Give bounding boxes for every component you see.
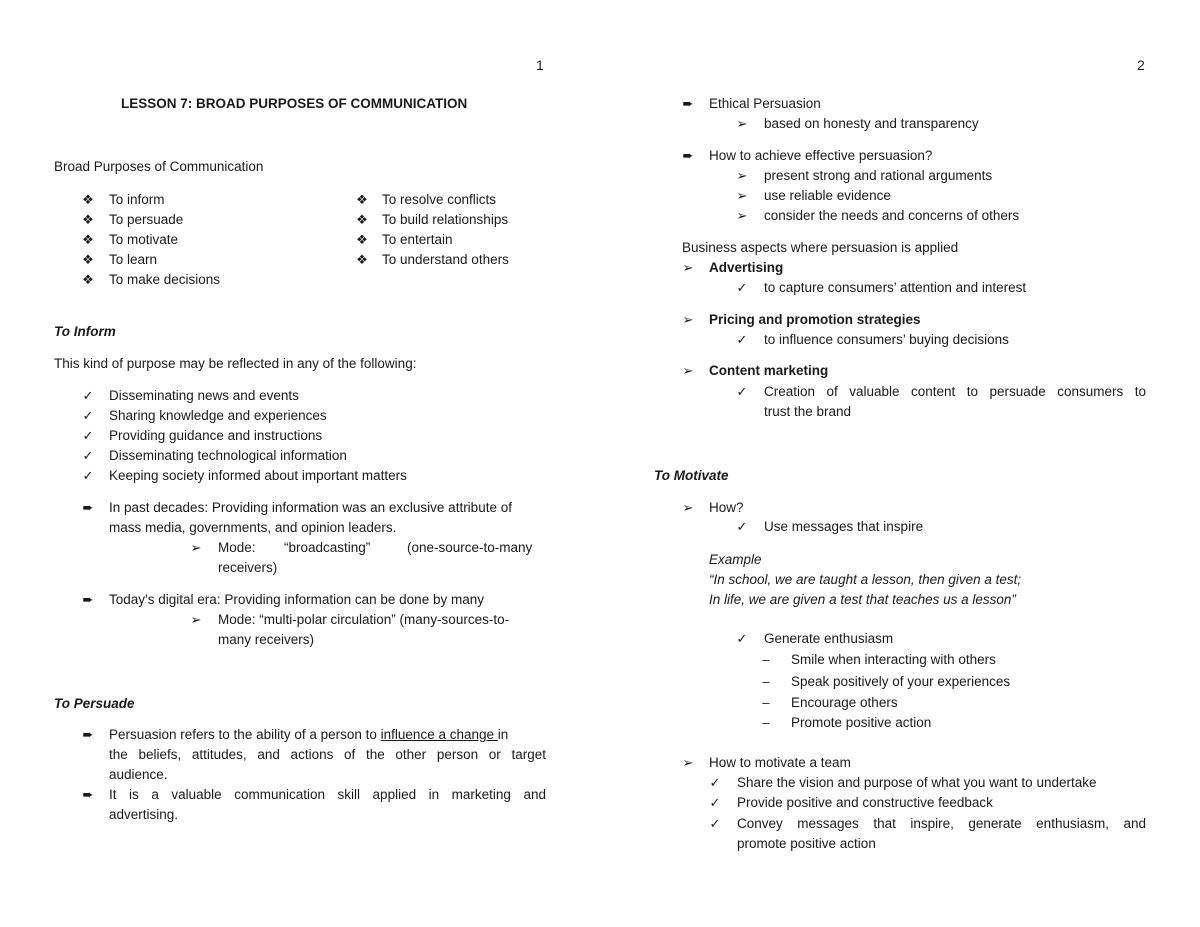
list-item: Providing guidance and instructions	[109, 428, 323, 443]
inform-intro: This kind of purpose may be reflected in any of the following:	[54, 356, 417, 371]
content-marketing-sub-line1: Creation of valuable content to persuade consumers to	[764, 384, 1146, 399]
thick-arrow-bullet-icon: ➨	[82, 727, 94, 742]
purpose-item: To persuade	[109, 212, 184, 227]
purpose-item: To resolve conflicts	[382, 192, 497, 207]
purpose-item: To motivate	[109, 232, 179, 247]
check-bullet-icon: ✓	[709, 775, 721, 790]
content-marketing-heading: Content marketing	[709, 363, 829, 378]
list-item: Disseminating news and events	[109, 388, 299, 403]
check-bullet-icon: ✓	[709, 795, 721, 810]
persuasion-definition-line3: audience.	[109, 767, 168, 782]
arrowhead-bullet-icon: ➢	[682, 363, 694, 378]
check-bullet-icon: ✓	[82, 448, 94, 463]
diamond-bullet-icon: ❖	[82, 192, 94, 207]
arrowhead-bullet-icon: ➢	[736, 168, 748, 183]
list-item: Promote positive action	[791, 715, 932, 730]
arrowhead-bullet-icon: ➢	[682, 500, 694, 515]
arrowhead-bullet-icon: ➢	[682, 260, 694, 275]
arrowhead-bullet-icon: ➢	[736, 116, 748, 131]
diamond-bullet-icon: ❖	[356, 252, 368, 267]
diamond-bullet-icon: ❖	[356, 212, 368, 227]
ethical-persuasion: Ethical Persuasion	[709, 96, 821, 111]
list-item: Share the vision and purpose of what you want to undertake	[737, 775, 1097, 790]
arrowhead-bullet-icon: ➢	[682, 312, 694, 327]
purpose-item: To entertain	[382, 232, 453, 247]
purpose-item: To understand others	[382, 252, 509, 267]
check-bullet-icon: ✓	[709, 816, 721, 831]
purpose-item: To build relationships	[382, 212, 509, 227]
list-item: Provide positive and constructive feedback	[737, 795, 993, 810]
advertising-heading: Advertising	[709, 260, 784, 275]
multipolar-mode-line2: many receivers)	[218, 632, 315, 647]
quote-line1: “In school, we are taught a lesson, then given a test;	[709, 572, 1022, 587]
page-number: 1	[536, 57, 544, 73]
content-marketing-sub-line2: trust the brand	[764, 404, 852, 419]
lesson-title: LESSON 7: BROAD PURPOSES OF COMMUNICATION	[121, 96, 468, 111]
motivate-how: How?	[709, 500, 744, 515]
broadcast-mode-a: Mode:	[218, 540, 256, 555]
check-bullet-icon: ✓	[82, 428, 94, 443]
purpose-item: To inform	[109, 192, 165, 207]
purpose-item: To make decisions	[109, 272, 221, 287]
past-decades-line2: mass media, governments, and opinion leaders.	[109, 520, 397, 535]
arrowhead-bullet-icon: ➢	[682, 755, 694, 770]
motivate-team: How to motivate a team	[709, 755, 851, 770]
page-number: 2	[1137, 57, 1145, 73]
diamond-bullet-icon: ❖	[82, 212, 94, 227]
how-item: present strong and rational arguments	[764, 168, 993, 183]
dash-bullet-icon: –	[762, 674, 770, 689]
persuasion-skill-line1: It is a valuable communication skill applied in marketing and	[109, 787, 546, 802]
arrowhead-bullet-icon: ➢	[190, 540, 202, 555]
influence-change-underlined: influence a change	[380, 727, 498, 742]
diamond-bullet-icon: ❖	[356, 232, 368, 247]
thick-arrow-bullet-icon: ➨	[82, 592, 94, 607]
purpose-item: To learn	[109, 252, 158, 267]
persuasion-text: Persuasion refers to the ability of a person to	[109, 727, 381, 742]
diamond-bullet-icon: ❖	[356, 192, 368, 207]
thick-arrow-bullet-icon: ➨	[682, 96, 694, 111]
broadcast-mode-line2: receivers)	[218, 560, 278, 575]
dash-bullet-icon: –	[762, 652, 770, 667]
generate-enthusiasm: Generate enthusiasm	[764, 631, 894, 646]
list-item: Smile when interacting with others	[791, 652, 996, 667]
how-item: use reliable evidence	[764, 188, 891, 203]
how-achieve-persuasion: How to achieve effective persuasion?	[709, 148, 933, 163]
how-item: consider the needs and concerns of others	[764, 208, 1020, 223]
check-bullet-icon: ✓	[736, 384, 748, 399]
advertising-sub: to capture consumers’ attention and interest	[764, 280, 1027, 295]
check-bullet-icon: ✓	[736, 332, 748, 347]
diamond-bullet-icon: ❖	[82, 252, 94, 267]
multipolar-mode-line1: Mode: “multi-polar circulation” (many-sources-to-	[218, 612, 510, 627]
list-item: Sharing knowledge and experiences	[109, 408, 327, 423]
persuasion-text: in	[497, 727, 509, 742]
pricing-heading: Pricing and promotion strategies	[709, 312, 921, 327]
page-2	[600, 0, 1200, 927]
arrowhead-bullet-icon: ➢	[736, 188, 748, 203]
persuasion-definition-line1	[109, 727, 508, 742]
digital-era-line: Today’s digital era: Providing information can be done by many	[109, 592, 484, 607]
dash-bullet-icon: –	[762, 715, 770, 730]
list-item: Convey messages that inspire, generate enthusiasm, and	[737, 816, 1146, 831]
past-decades-line1: In past decades: Providing information was an exclusive attribute of	[109, 500, 512, 515]
list-item: Keeping society informed about important matters	[109, 468, 407, 483]
check-bullet-icon: ✓	[736, 519, 748, 534]
thick-arrow-bullet-icon: ➨	[82, 500, 94, 515]
arrowhead-bullet-icon: ➢	[736, 208, 748, 223]
section-heading-persuade: To Persuade	[54, 696, 135, 711]
check-bullet-icon: ✓	[82, 468, 94, 483]
check-bullet-icon: ✓	[82, 408, 94, 423]
check-bullet-icon: ✓	[82, 388, 94, 403]
list-item: Encourage others	[791, 695, 898, 710]
broadcast-mode-b: “broadcasting”	[284, 540, 371, 555]
check-bullet-icon: ✓	[736, 631, 748, 646]
list-item: Disseminating technological information	[109, 448, 347, 463]
section-heading-motivate: To Motivate	[654, 468, 729, 483]
thick-arrow-bullet-icon: ➨	[682, 148, 694, 163]
list-item: Speak positively of your experiences	[791, 674, 1011, 689]
persuasion-definition-line2: the beliefs, attitudes, and actions of the other person or target	[109, 747, 546, 762]
list-item-continuation: promote positive action	[737, 836, 876, 851]
ethical-persuasion-sub: based on honesty and transparency	[764, 116, 979, 131]
example-label: Example	[709, 552, 762, 567]
motivate-how-sub: Use messages that inspire	[764, 519, 924, 534]
diamond-bullet-icon: ❖	[82, 232, 94, 247]
check-bullet-icon: ✓	[736, 280, 748, 295]
purposes-heading: Broad Purposes of Communication	[54, 159, 264, 174]
quote-line2: In life, we are given a test that teaches us a lesson”	[709, 592, 1016, 607]
diamond-bullet-icon: ❖	[82, 272, 94, 287]
persuasion-skill-line2: advertising.	[109, 807, 179, 822]
pricing-sub: to influence consumers’ buying decisions	[764, 332, 1009, 347]
dash-bullet-icon: –	[762, 695, 770, 710]
business-aspects-intro: Business aspects where persuasion is applied	[682, 240, 959, 255]
broadcast-mode-c: (one-source-to-many	[407, 540, 533, 555]
arrowhead-bullet-icon: ➢	[190, 612, 202, 627]
thick-arrow-bullet-icon: ➨	[82, 787, 94, 802]
section-heading-inform: To Inform	[54, 324, 116, 339]
